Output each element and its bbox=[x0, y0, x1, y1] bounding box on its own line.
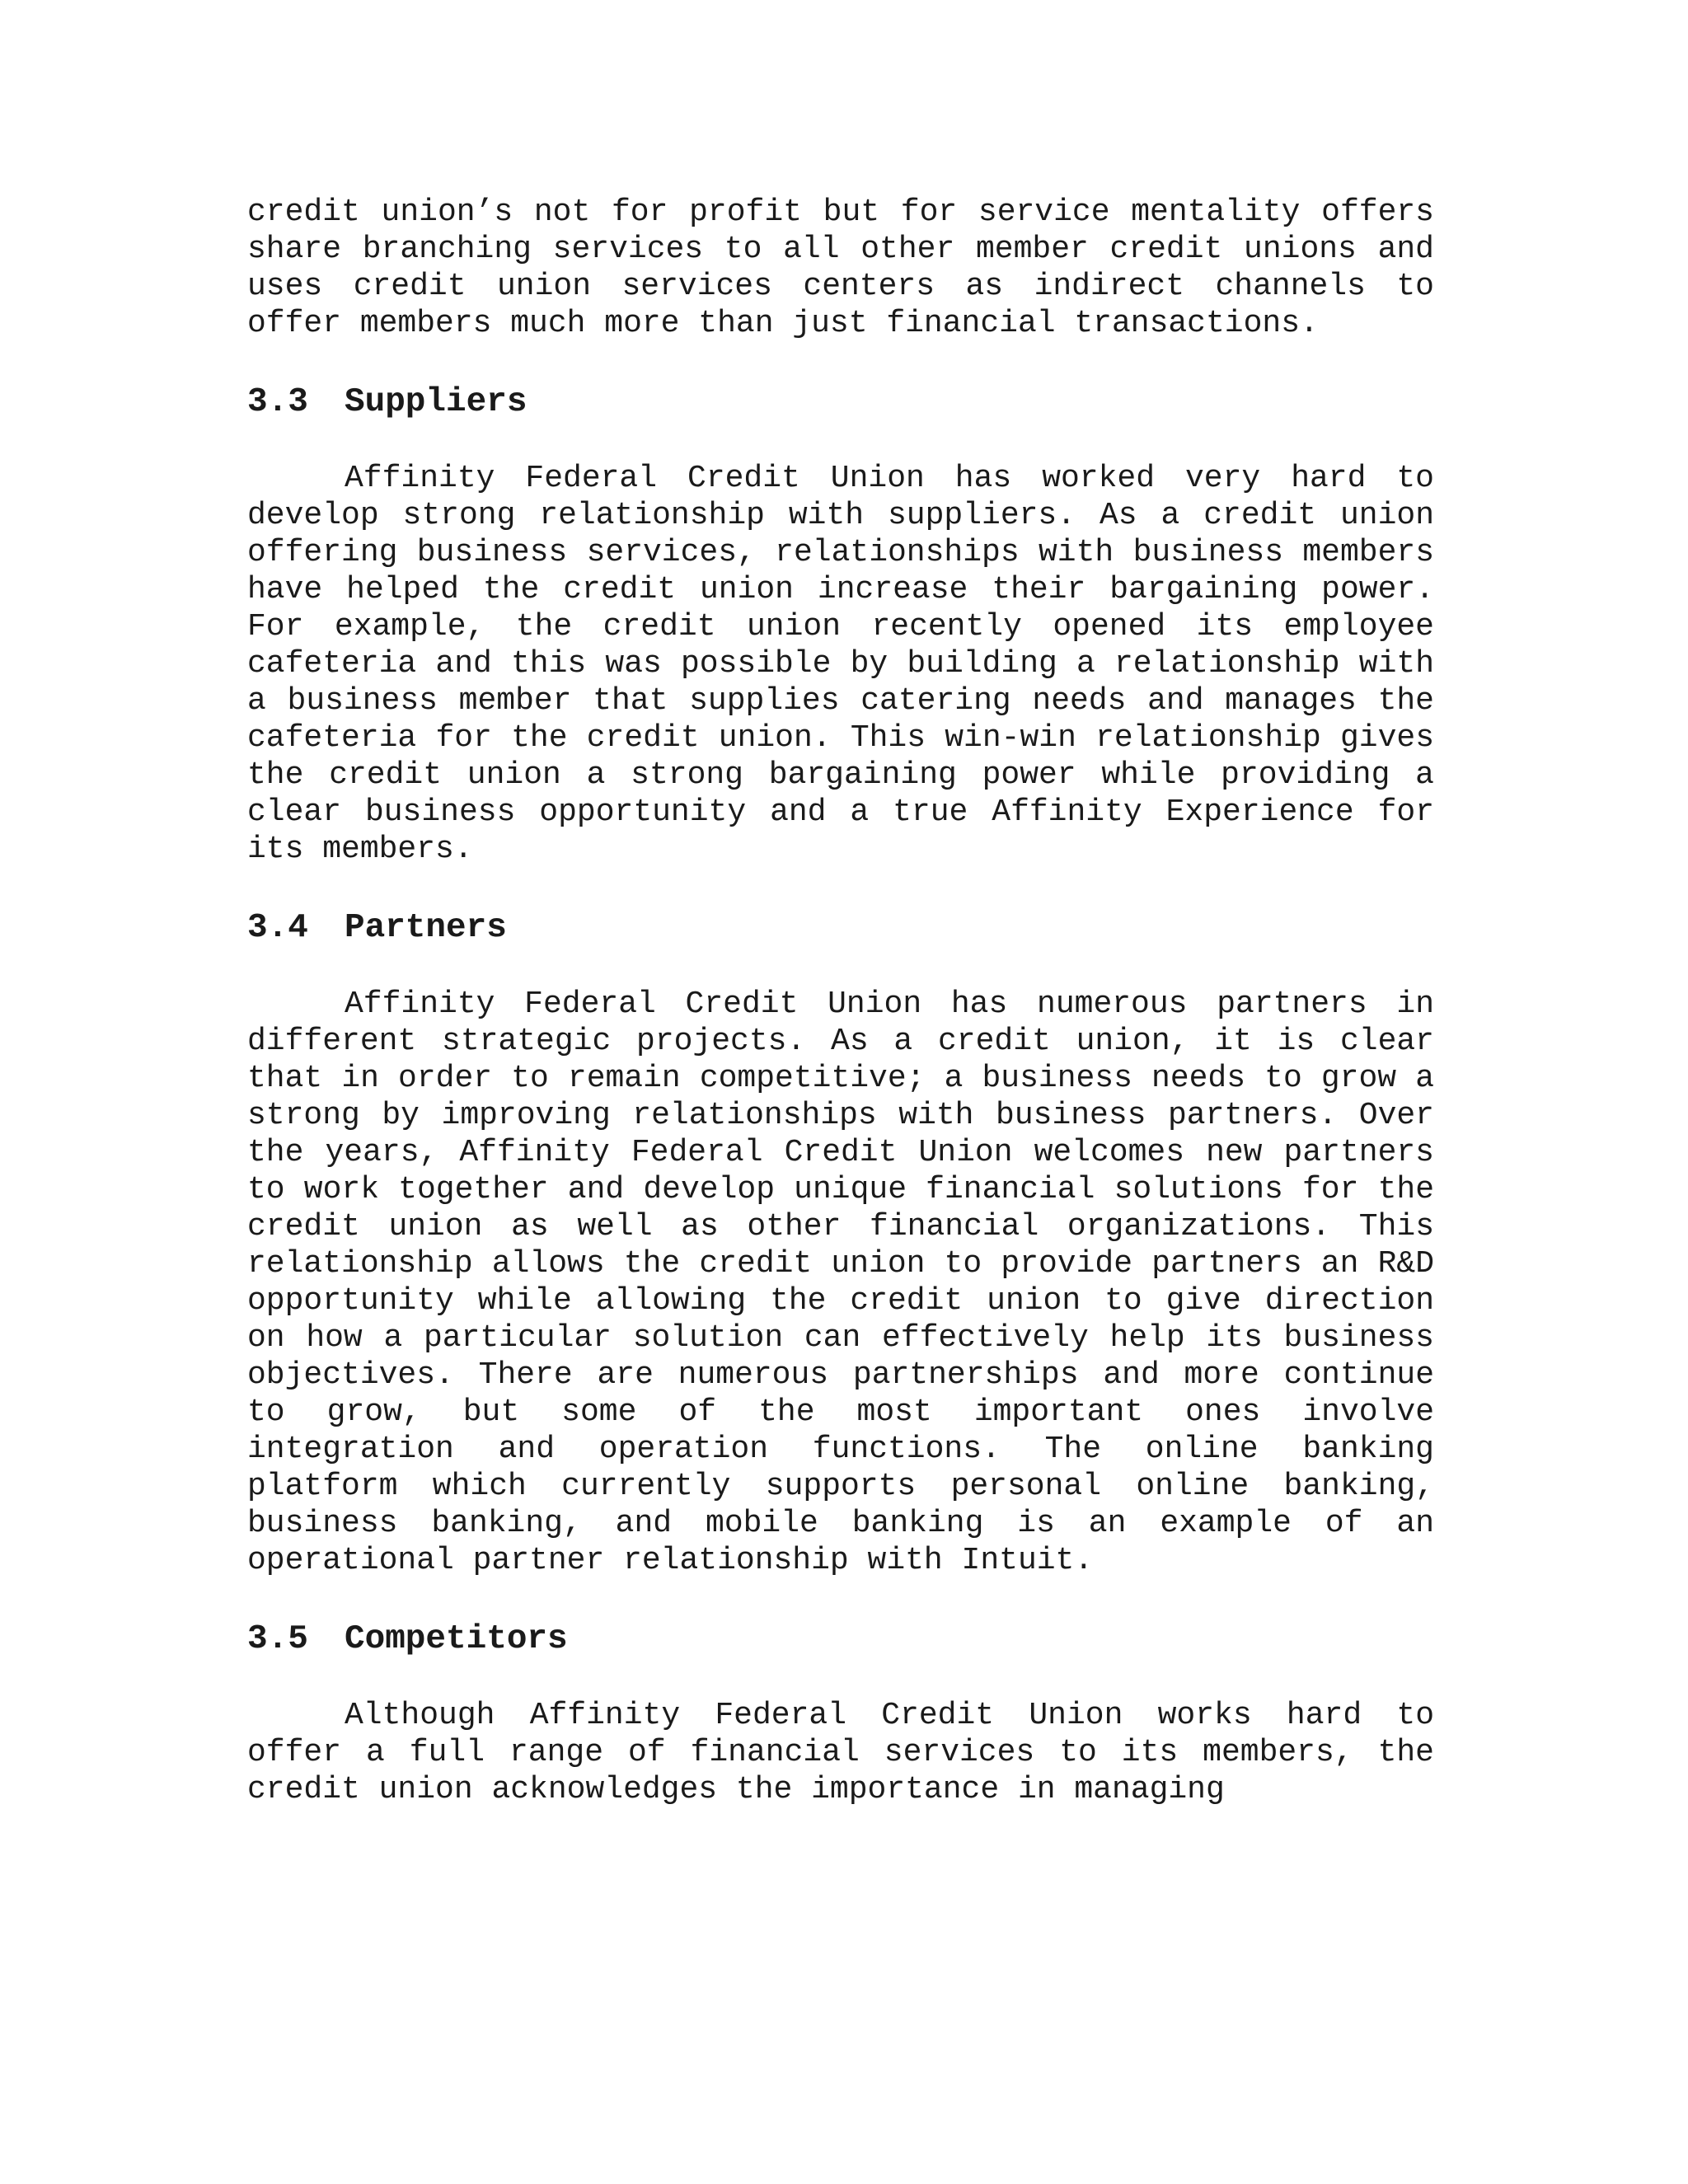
section-number: 3.4 bbox=[247, 909, 308, 947]
section-heading-suppliers bbox=[247, 382, 1434, 423]
section-title: Suppliers bbox=[345, 383, 528, 421]
intro-paragraph: credit union’s not for profit but for service mentality offers share branching services to all other member credit unions and uses credit union services centers as indirect channels to offer members much more than just financial transactions. bbox=[247, 194, 1434, 341]
section-body-competitors: Although Affinity Federal Credit Union works hard to offer a full range of financial services to its members, the credit union acknowledges the importance in managing bbox=[247, 1698, 1434, 1807]
section-body-suppliers: Affinity Federal Credit Union has worked very hard to develop strong relationship with suppliers. As a credit union offering business services, relationships with business members have helped the credit union increase their bargaining power. For example, the credit union recently opened its employee cafeteria and this was possible by building a relationship with a business member that supplies catering needs and manages the cafeteria for the credit union. This win-win relationship gives the credit union a strong bargaining power while providing a clear business opportunity and a true Affinity Experience for its members. bbox=[247, 461, 1434, 867]
section-number: 3.3 bbox=[247, 383, 308, 421]
section-body-partners: Affinity Federal Credit Union has numerous partners in different strategic projects. As a credit union, it is clear that in order to remain competitive; a business needs to grow a strong by improving relationships with business partners. Over the years, Affinity Federal Credit Union welcomes new partners to work together and develop unique financial solutions for the credit union as well as other financial organizations. This relationship allows the credit union to provide partners an R&D opportunity while allowing the credit union to give direction on how a particular solution can effectively help its business objectives. There are numerous partnerships and more continue to grow, but some of the most important ones involve integration and operation functions. The online banking platform which currently supports personal online banking, business banking, and mobile banking is an example of an operational partner relationship with Intuit. bbox=[247, 987, 1434, 1578]
section-heading-partners bbox=[247, 907, 1434, 949]
document-page bbox=[247, 194, 1434, 1808]
section-title: Competitors bbox=[345, 1620, 568, 1658]
section-title: Partners bbox=[345, 909, 507, 947]
section-number: 3.5 bbox=[247, 1620, 308, 1658]
section-heading-competitors bbox=[247, 1619, 1434, 1660]
